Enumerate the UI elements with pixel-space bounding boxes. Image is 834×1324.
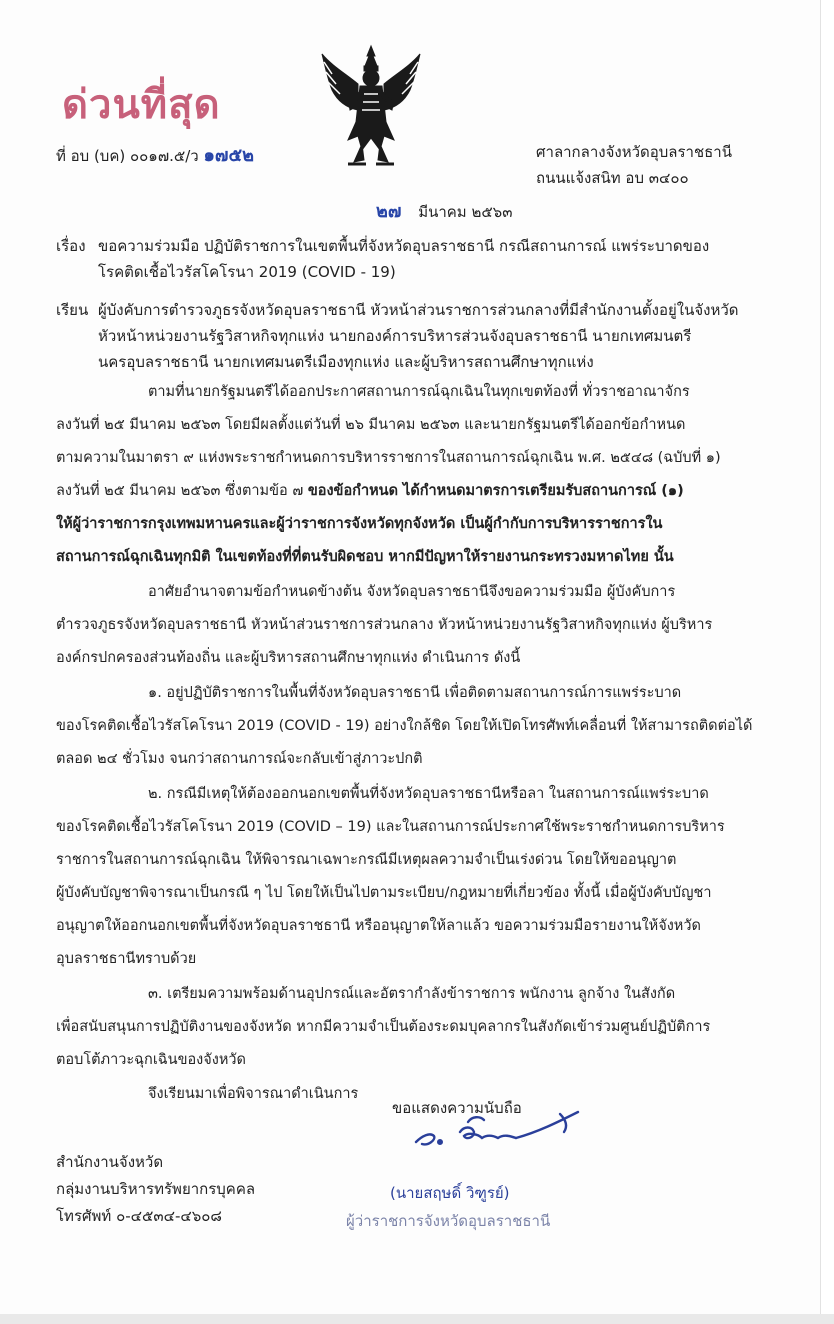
list-item-line: ๑. อยู่ปฏิบัติราชการในพื้นที่จังหวัดอุบลราชธานี เพื่อติดตามสถานการณ์การแพร่ระบาด <box>148 685 682 701</box>
recipient-line: ผู้บังคับการตำรวจภูธรจังหวัดอุบลราชธานี หัวหน้าส่วนราชการส่วนกลางที่มีสำนักงานตั้งอยู่ในจังหวัด <box>98 301 739 319</box>
body-line <box>56 479 684 502</box>
list-item-line: ตอบโต้ภาวะฉุกเฉินของจังหวัด <box>56 1052 246 1068</box>
garuda-emblem-icon <box>318 44 424 170</box>
date-day-handwritten: ๒๗ <box>376 201 402 222</box>
signatory-position: ผู้ว่าราชการจังหวัดอุบลราชธานี <box>346 1212 551 1230</box>
list-item-line: ๒. กรณีมีเหตุให้ต้องออกนอกเขตพื้นที่จังหวัดอุบลราชธานีหรือลา ในสถานการณ์แพร่ระบาด <box>148 786 709 802</box>
recipient-line: หัวหน้าหน่วยงานรัฐวิสาหกิจทุกแห่ง นายกองค์การบริหารส่วนจังอุบลราชธานี นายกเทศมนตรี <box>98 327 692 345</box>
body-line: องค์กรปกครองส่วนท้องถิ่น และผู้บริหารสถานศึกษาทุกแห่ง ดำเนินการ ดังนี้ <box>56 650 521 666</box>
date-month-year: มีนาคม ๒๕๖๓ <box>418 203 513 221</box>
list-item-line: ผู้บังคับบัญชาพิจารณาเป็นกรณี ๆ ไป โดยให้เป็นไปตามระเบียบ/กฎหมายที่เกี่ยวข้อง ทั้งนี้ เมื่อผู้บังคับบัญชา <box>56 885 712 901</box>
list-item-line: ของโรคติดเชื้อไวรัสโคโรนา 2019 (COVID - 19) อย่างใกล้ชิด โดยให้เปิดโทรศัพท์เคลื่อนที่ ให้สามารถติดต่อได้ <box>56 718 753 734</box>
footer-division: กลุ่มงานบริหารทรัพยากรบุคคล <box>56 1180 256 1198</box>
reference-number <box>56 140 254 169</box>
page-bottom-edge <box>0 1314 834 1324</box>
body-text: ลงวันที่ ๒๕ มีนาคม ๒๕๖๓ ซึ่งตามข้อ ๗ <box>56 483 304 499</box>
urgency-stamp: ด่วนที่สุด <box>62 82 221 128</box>
list-item-line: ๓. เตรียมความพร้อมด้านอุปกรณ์และอัตรากำลังข้าราชการ พนักงาน ลูกจ้าง ในสังกัด <box>148 986 676 1002</box>
body-line: ตามที่นายกรัฐมนตรีได้ออกประกาศสถานการณ์ฉุกเฉินในทุกเขตท้องที่ ทั่วราชอาณาจักร <box>148 384 690 400</box>
office-address-line2: ถนนแจ้งสนิท อบ ๓๔๐๐ <box>536 169 689 187</box>
list-item-line: ของโรคติดเชื้อไวรัสโคโรนา 2019 (COVID – 19) และในสถานการณ์ประกาศใช้พระราชกำหนดการบริหาร <box>56 819 725 835</box>
body-line: อาศัยอำนาจตามข้อกำหนดข้างต้น จังหวัดอุบลราชธานีจึงขอความร่วมมือ ผู้บังคับการ <box>148 584 676 600</box>
body-line: ตามความในมาตรา ๙ แห่งพระราชกำหนดการบริหารราชการในสถานการณ์ฉุกเฉิน พ.ศ. ๒๕๔๘ (ฉบับที่ ๑) <box>56 450 721 466</box>
body-line-bold: สถานการณ์ฉุกเฉินทุกมิติ ในเขตท้องที่ที่ตนรับผิดชอบ หากมีปัญหาให้รายงานกระทรวงมหาดไทย นั้น <box>56 549 674 565</box>
recipient-label: เรียน <box>56 301 89 319</box>
list-item-line: เพื่อสนับสนุนการปฏิบัติงานของจังหวัด หากมีความจำเป็นต้องระดมบุคลากรในสังกัดเข้าร่วมศูนย์ปฏิบัติการ <box>56 1019 711 1035</box>
list-item-line: อุบลราชธานีทราบด้วย <box>56 951 197 967</box>
signatory-name: (นายสฤษดิ์ วิฑูรย์) <box>390 1184 510 1202</box>
body-line-bold: ให้ผู้ว่าราชการกรุงเทพมหานครและผู้ว่าราชการจังหวัดทุกจังหวัด เป็นผู้กำกับการบริหารราชการใน <box>56 516 663 532</box>
footer-office: สำนักงานจังหวัด <box>56 1153 164 1171</box>
list-item-line: อนุญาตให้ออกนอกเขตพื้นที่จังหวัดอุบลราชธานี หรืออนุญาตให้ลาแล้ว ขอความร่วมมือรายงานให้จังหวัด <box>56 918 701 934</box>
body-line: ลงวันที่ ๒๕ มีนาคม ๒๕๖๓ โดยมีผลตั้งแต่วันที่ ๒๖ มีนาคม ๒๕๖๓ และนายกรัฐมนตรีได้ออกข้อกำหนด <box>56 417 686 433</box>
document-date <box>376 196 512 225</box>
office-address-line1: ศาลากลางจังหวัดอุบลราชธานี <box>536 143 732 161</box>
handwritten-signature-icon <box>408 1092 588 1156</box>
subject-label: เรื่อง <box>56 237 86 255</box>
recipient-line: นครอุบลราชธานี นายกเทศมนตรีเมืองทุกแห่ง และผู้บริหารสถานศึกษาทุกแห่ง <box>98 353 594 371</box>
conclusion-line: จึงเรียนมาเพื่อพิจารณาดำเนินการ <box>148 1086 359 1102</box>
body-line: ตำรวจภูธรจังหวัดอุบลราชธานี หัวหน้าส่วนราชการส่วนกลาง หัวหน้าหน่วยงานรัฐวิสาหกิจทุกแห่ง ผู้บริหาร <box>56 617 713 633</box>
body-text-bold: ของข้อกำหนด ได้กำหนดมาตรการเตรียมรับสถานการณ์ (๑) <box>307 483 684 499</box>
reference-number-handwritten: ๑๗๕๒ <box>203 145 254 166</box>
list-item-line: ราชการในสถานการณ์ฉุกเฉิน ให้พิจารณาเฉพาะกรณีมีเหตุผลความจำเป็นเร่งด่วน โดยให้ขออนุญาต <box>56 852 677 868</box>
closing-salutation: ขอแสดงความนับถือ <box>392 1099 522 1117</box>
list-item-line: ตลอด ๒๔ ชั่วโมง จนกว่าสถานการณ์จะกลับเข้าสู่ภาวะปกติ <box>56 751 423 767</box>
footer-phone: โทรศัพท์ ๐-๔๕๓๔-๔๖๐๘ <box>56 1207 222 1225</box>
reference-prefix: ที่ อบ (บค) ๐๐๑๗.๕/ว <box>56 147 199 165</box>
subject-line: ขอความร่วมมือ ปฏิบัติราชการในเขตพื้นที่จังหวัดอุบลราชธานี กรณีสถานการณ์ แพร่ระบาดของ <box>98 237 710 255</box>
subject-line: โรคติดเชื้อไวรัสโคโรนา 2019 (COVID - 19) <box>98 263 396 281</box>
